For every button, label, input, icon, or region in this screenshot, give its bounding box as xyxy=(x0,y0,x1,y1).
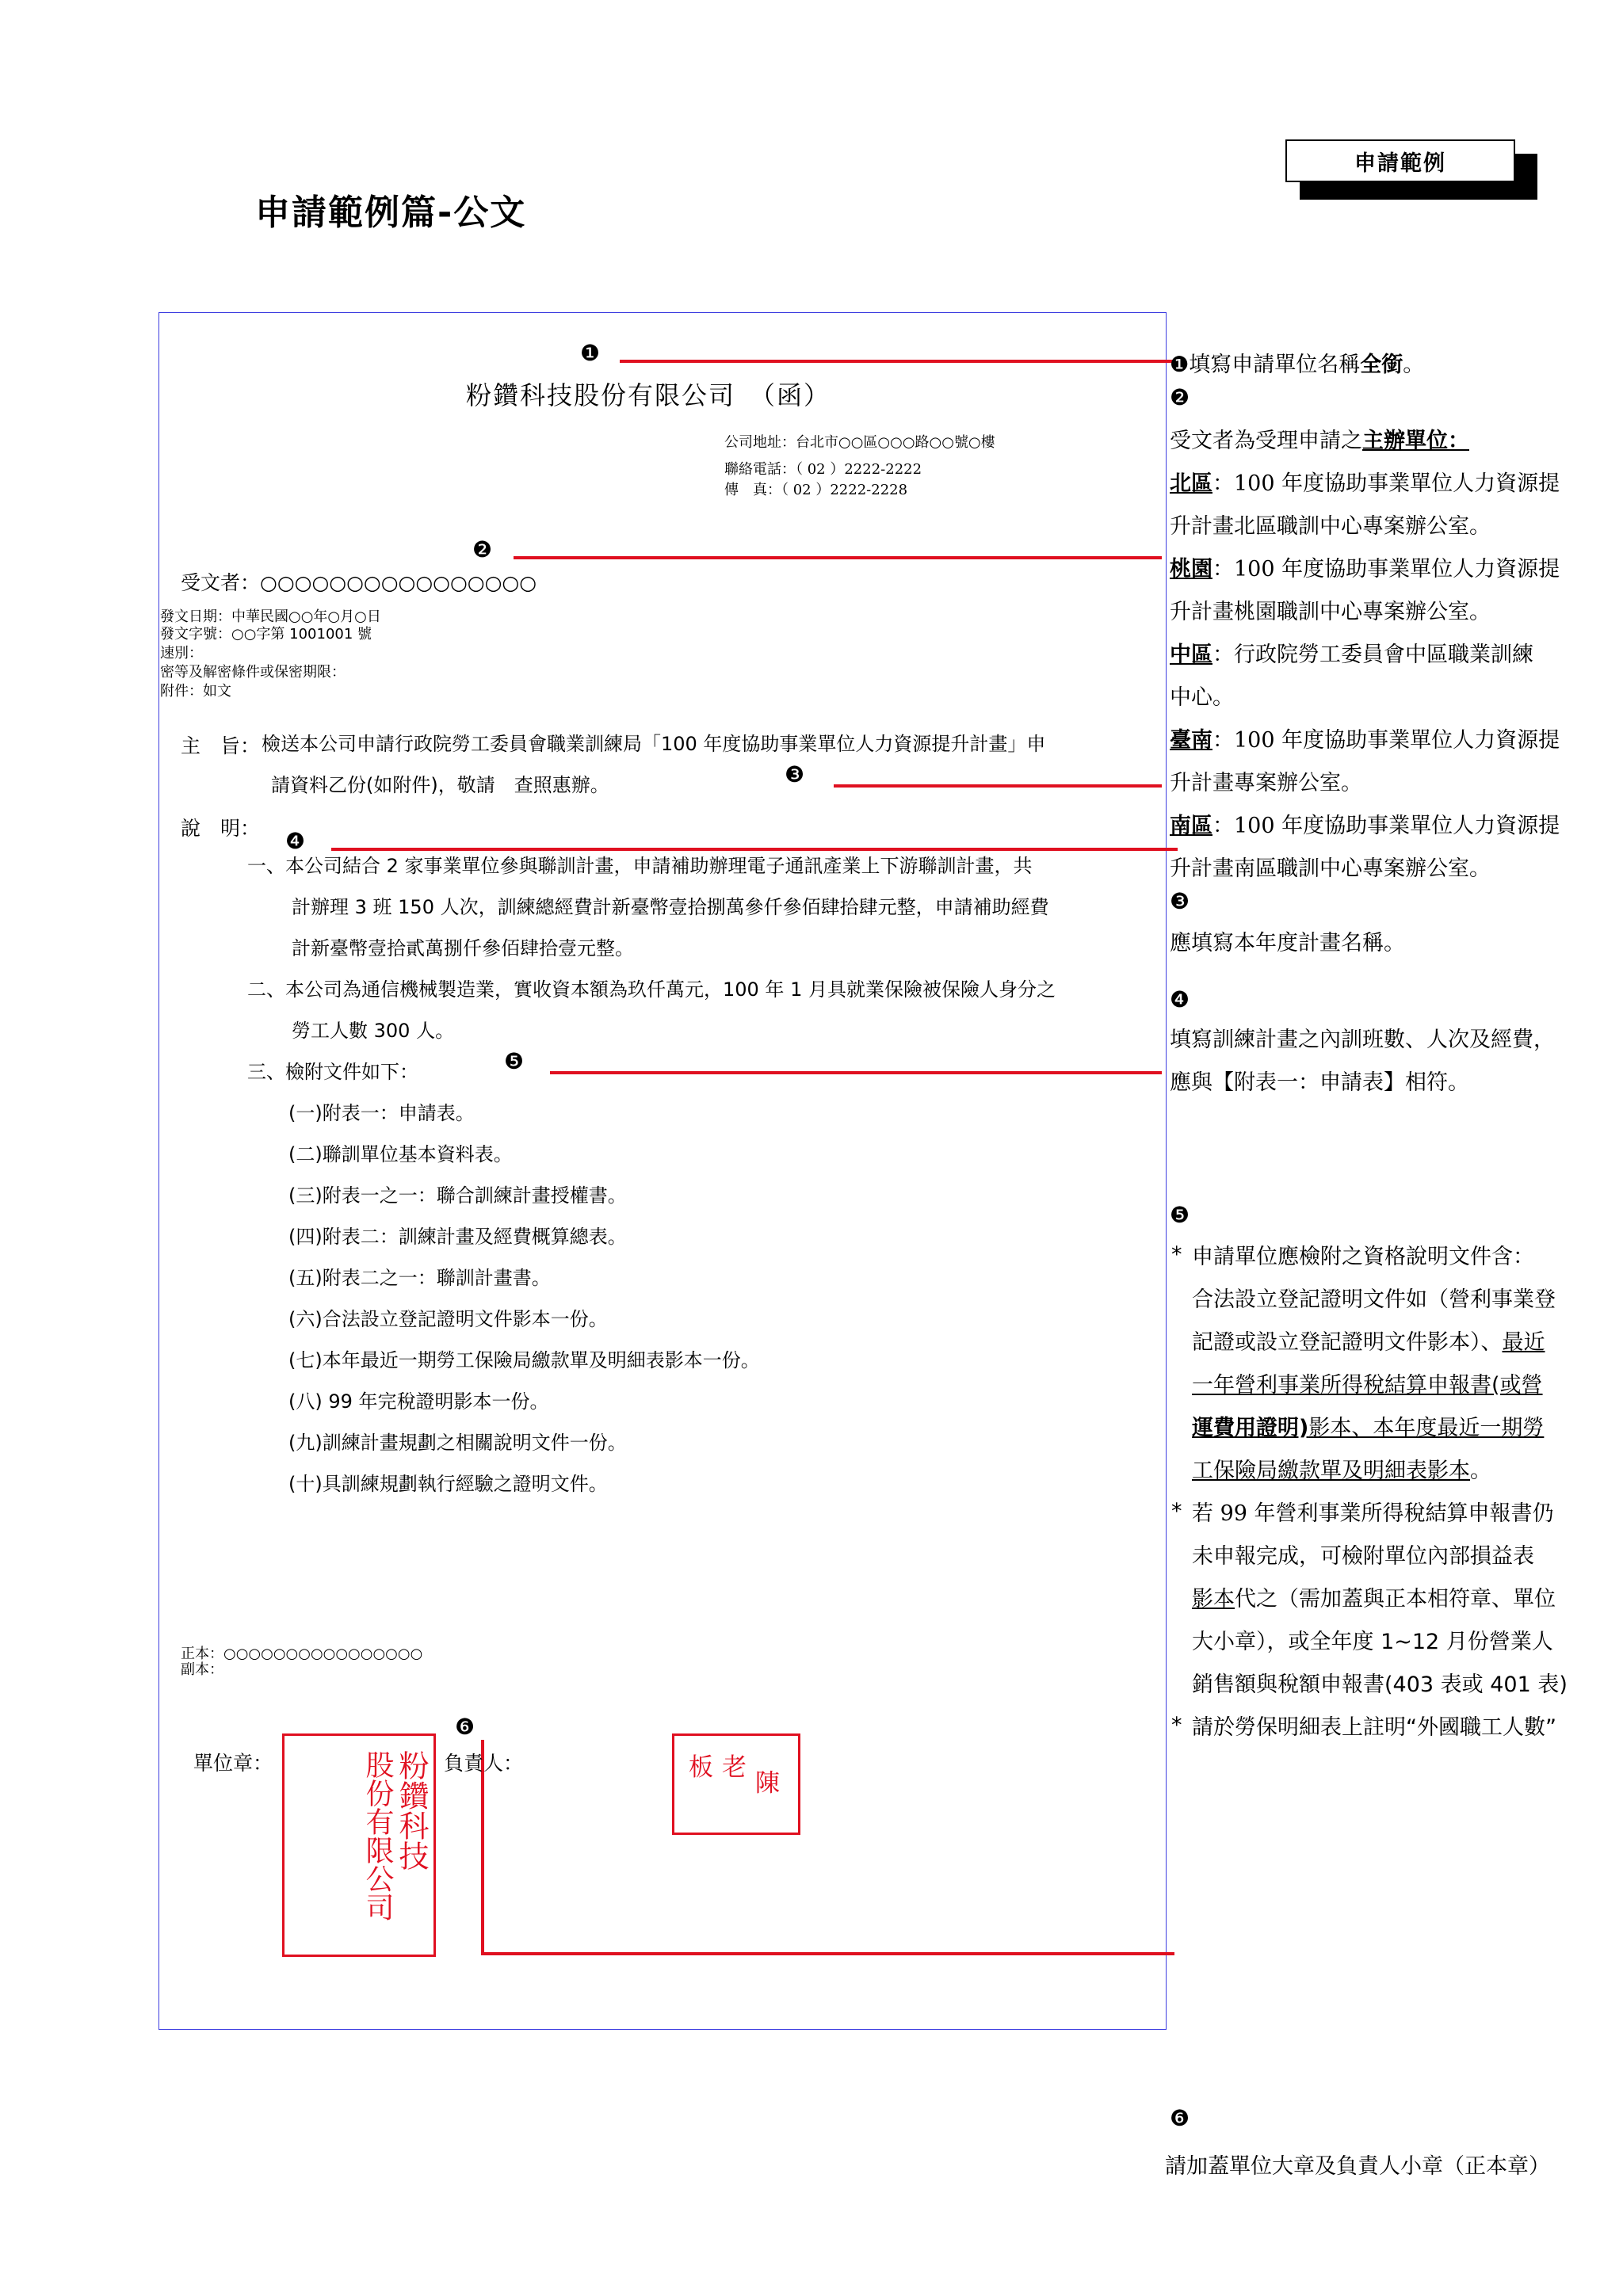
taoyuan-key: 桃園 xyxy=(1170,557,1212,582)
note-5-line-2: 合法設立登記證明文件如（營利事業登 xyxy=(1192,1287,1556,1312)
note-5-underlined: 影本、本年度最近一期勞 xyxy=(1308,1416,1545,1440)
attachment-item: (三)附表一之一：聯合訓練計畫授權書。 xyxy=(288,1184,627,1207)
note-5-line-3 xyxy=(1192,1322,1545,1364)
central-region-line-1 xyxy=(1170,634,1533,677)
owner-seal-char: 陳 xyxy=(755,1769,780,1798)
marker-5: ❺ xyxy=(504,1048,525,1074)
north-region-line-1 xyxy=(1170,463,1560,505)
note-5-underlined: 工保險局繳款單及明細表影本 xyxy=(1192,1459,1470,1483)
subject-line-2: 請資料乙份(如附件)，敬請 查照惠辦。 xyxy=(271,774,609,796)
company-address: 公司地址：台北市○○區○○○路○○號○樓 xyxy=(724,434,995,451)
marker-4: ❹ xyxy=(285,828,306,854)
attachment-item: (八) 99 年完稅證明影本一份。 xyxy=(288,1390,549,1413)
note-5b-text: 代之（需加蓋與正本相符章、單位 xyxy=(1235,1587,1556,1611)
connector-line-6 xyxy=(481,1952,1174,1955)
marker-2: ❷ xyxy=(1170,384,1190,410)
recipient-line: 受文者：○○○○○○○○○○○○○○○○ xyxy=(181,571,537,594)
note-5-bold: 運費用證明) xyxy=(1192,1416,1309,1440)
note-1-end: 。 xyxy=(1403,353,1425,377)
company-seal xyxy=(282,1733,436,1957)
marker-6: ❻ xyxy=(1170,2105,1190,2131)
company-seal-col-1: 粉鑽科技 xyxy=(394,1750,429,1871)
page-title: 申請範例篇-公文 xyxy=(255,193,527,233)
central-region-line-2: 中心。 xyxy=(1170,685,1234,710)
send-number: 發文字號：○○字第 1001001 號 xyxy=(160,626,372,643)
tainan-key: 臺南 xyxy=(1170,728,1212,753)
marker-2: ❷ xyxy=(472,536,493,563)
south-region-line-2: 升計畫南區職訓中心專案辦公室。 xyxy=(1170,856,1491,881)
attachment-item: (九)訓練計畫規劃之相關說明文件一份。 xyxy=(288,1432,627,1454)
marker-1: ❶ xyxy=(1170,353,1190,377)
secrecy-level: 密等及解密條件或保密期限： xyxy=(160,664,346,681)
owner-seal-char: 板 xyxy=(689,1753,713,1782)
copy-sub: 副本： xyxy=(181,1661,223,1678)
owner-seal-char: 老 xyxy=(722,1753,747,1782)
attachment-item: (五)附表二之一：聯訓計畫書。 xyxy=(288,1267,551,1289)
note-5-line-4: 一年營利事業所得稅結算申報書(或營 xyxy=(1192,1373,1543,1398)
description-label: 說 明： xyxy=(181,817,261,840)
marker-3: ❸ xyxy=(1170,888,1190,914)
owner-label: 負責人： xyxy=(444,1752,524,1775)
item-2-line-1: 二、本公司為通信機械製造業，實收資本額為玖仟萬元，100 年 1 月具就業保險被保險人身分之 xyxy=(247,978,1056,1001)
send-date: 發文日期：中華民國○○年○月○日 xyxy=(160,608,381,625)
north-key: 北區 xyxy=(1170,471,1212,496)
example-badge: 申請範例 xyxy=(1285,139,1515,182)
company-phone: 聯絡電話：（ 02 ）2222-2222 xyxy=(724,461,922,478)
note-5b-line-5: 銷售額與稅額申報書(403 表或 401 表) xyxy=(1192,1672,1568,1697)
marker-6: ❻ xyxy=(455,1714,475,1740)
central-key: 中區 xyxy=(1170,643,1212,667)
company-letter-title: 粉鑽科技股份有限公司 （函） xyxy=(466,380,831,410)
note-1-text: 填寫申請單位名稱 xyxy=(1189,353,1361,377)
taoyuan-region-line-2: 升計畫桃園職訓中心專案辦公室。 xyxy=(1170,600,1491,624)
unit-seal-label: 單位章： xyxy=(193,1752,273,1775)
marker-4: ❹ xyxy=(1170,986,1190,1013)
attachment-item: (二)聯訓單位基本資料表。 xyxy=(288,1143,513,1165)
note-5b-line-3 xyxy=(1192,1578,1556,1621)
owner-seal xyxy=(672,1733,800,1835)
company-fax: 傳 真：（ 02 ）2222-2228 xyxy=(724,482,908,498)
connector-line-4 xyxy=(331,848,1178,851)
taoyuan-region-line-1 xyxy=(1170,548,1560,591)
note-1-bold: 全銜 xyxy=(1360,353,1403,377)
marker-1: ❶ xyxy=(580,340,601,366)
note-6-clipped xyxy=(1165,2149,1609,2179)
attachment-item: (十)具訓練規劃執行經驗之證明文件。 xyxy=(288,1473,608,1495)
attachment-item: (六)合法設立登記證明文件影本一份。 xyxy=(288,1308,608,1330)
note-5c-line-1: 請於勞保明細表上註明“外國職工人數” xyxy=(1192,1715,1556,1740)
note-5b-bullet: * xyxy=(1171,1499,1182,1524)
note-2-bold: 主辦單位： xyxy=(1362,429,1469,453)
connector-line-5 xyxy=(550,1071,1162,1074)
central-text: ：行政院勞工委員會中區職業訓練 xyxy=(1212,643,1533,667)
copy-main: 正本：○○○○○○○○○○○○○○○○ xyxy=(181,1646,423,1662)
note-5-bullet: * xyxy=(1171,1242,1182,1267)
note-5-text: 記證或設立登記證明文件影本）、 xyxy=(1192,1330,1503,1355)
attachment-item: (四)附表二：訓練計畫及經費概算總表。 xyxy=(288,1226,627,1248)
attachment-item: (一)附表一：申請表。 xyxy=(288,1102,475,1124)
note-5-end: 。 xyxy=(1470,1459,1491,1483)
note-5b-underlined: 影本 xyxy=(1192,1587,1235,1611)
south-key: 南區 xyxy=(1170,814,1212,838)
note-5c-bullet: * xyxy=(1171,1713,1182,1737)
connector-line-3 xyxy=(834,784,1162,788)
tainan-region-line-1 xyxy=(1170,719,1560,762)
note-5b-line-4: 大小章），或全年度 1~12 月份營業人 xyxy=(1192,1630,1553,1654)
note-5b-line-1: 若 99 年營利事業所得稅結算申報書仍 xyxy=(1192,1501,1554,1526)
note-5-line-5 xyxy=(1192,1407,1544,1450)
note-3: 應填寫本年度計畫名稱。 xyxy=(1170,931,1405,955)
item-2-line-2: 勞工人數 300 人。 xyxy=(292,1020,455,1042)
note-5b-line-2: 未申報完成，可檢附單位內部損益表 xyxy=(1192,1544,1534,1569)
item-3: 三、檢附文件如下： xyxy=(247,1061,418,1083)
company-seal-col-2: 股份有限公司 xyxy=(361,1750,394,1921)
north-text: ：100 年度協助事業單位人力資源提 xyxy=(1212,471,1560,496)
note-5-underlined: 最近 xyxy=(1502,1330,1545,1355)
attachment-item: (七)本年最近一期勞工保險局繳款單及明細表影本一份。 xyxy=(288,1349,760,1371)
note-2-text: 受文者為受理申請之 xyxy=(1170,429,1362,453)
note-4-line-1: 填寫訓練計畫之內訓班數、人次及經費， xyxy=(1170,1028,1555,1052)
note-1 xyxy=(1170,344,1424,387)
item-1-line-3: 計新臺幣壹拾貳萬捌仟參佰肆拾壹元整。 xyxy=(292,937,634,959)
subject-label: 主 旨： xyxy=(181,734,261,757)
tainan-region-line-2: 升計畫專案辦公室。 xyxy=(1170,771,1362,795)
tainan-text: ：100 年度協助事業單位人力資源提 xyxy=(1212,728,1560,753)
attachment-line: 附件：如文 xyxy=(160,683,231,700)
note-5-line-1: 申請單位應檢附之資格說明文件含： xyxy=(1192,1245,1534,1269)
marker-3: ❸ xyxy=(785,761,805,788)
subject-line-1: 檢送本公司申請行政院勞工委員會職業訓練局「100 年度協助事業單位人力資源提升計畫」申 xyxy=(262,733,1046,755)
taoyuan-text: ：100 年度協助事業單位人力資源提 xyxy=(1212,557,1560,582)
note-2 xyxy=(1170,420,1469,463)
note-4-line-2: 應與【附表一：申請表】相符。 xyxy=(1170,1070,1469,1095)
item-1-line-1: 一、本公司結合 2 家事業單位參與聯訓計畫，申請補助辦理電子通訊產業上下游聯訓計畫，共 xyxy=(247,855,1033,877)
south-text: ：100 年度協助事業單位人力資源提 xyxy=(1212,814,1560,838)
item-1-line-2: 計辦理 3 班 150 人次，訓練總經費計新臺幣壹拾捌萬參仟參佰肆拾肆元整，申請補助經費 xyxy=(292,896,1049,918)
note-5-line-6 xyxy=(1192,1450,1491,1493)
note-6-text: 請加蓋單位大章及負責人小章（正本章） xyxy=(1165,2154,1550,2179)
speed-class: 速別： xyxy=(160,645,203,662)
connector-line-2 xyxy=(514,556,1162,559)
marker-5: ❺ xyxy=(1170,1202,1190,1228)
connector-line-1 xyxy=(620,360,1174,363)
south-region-line-1 xyxy=(1170,805,1560,848)
north-region-line-2: 升計畫北區職訓中心專案辦公室。 xyxy=(1170,514,1491,539)
